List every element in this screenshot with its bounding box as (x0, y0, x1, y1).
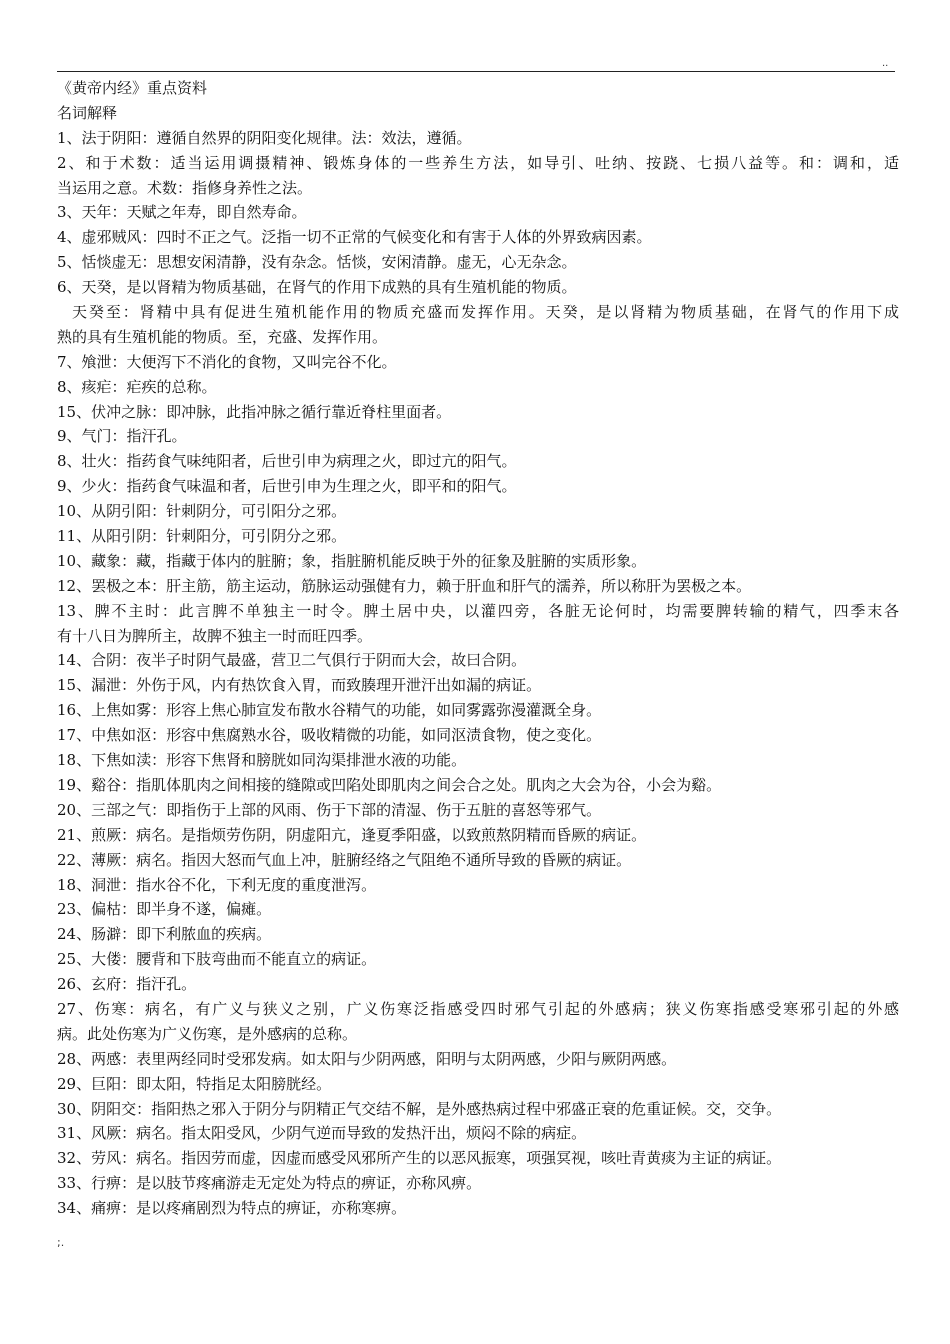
header-rule (57, 71, 895, 72)
text-line: 9、少火：指药食气味温和者，后世引申为生理之火，即平和的阳气。 (57, 477, 517, 496)
text-line: 10、藏象：藏，指藏于体内的脏腑；象，指脏腑机能反映于外的征象及脏腑的实质形象。 (57, 551, 647, 570)
text-line: 8、壮火：指药食气味纯阳者，后世引申为病理之火，即过亢的阳气。 (57, 452, 517, 471)
footer-mark: ;. (57, 1236, 65, 1249)
text-line: 8、痎疟：疟疾的总称。 (57, 377, 217, 396)
text-line: 19、谿谷：指肌体肌肉之间相接的缝隙或凹陷处即肌肉之间会合之处。肌肉之大会为谷，小会为谿。 (57, 775, 722, 794)
text-line: 34、痛痹：是以疼痛剧烈为特点的痹证，亦称寒痹。 (57, 1199, 407, 1218)
section-heading: 名词解释 (57, 103, 118, 122)
text-line: 16、上焦如雾：形容上焦心肺宣发布散水谷精气的功能，如同雾露弥漫灌溉全身。 (57, 701, 602, 720)
header-mark: .. (882, 58, 889, 69)
text-line: 13、脾不主时：此言脾不单独主一时令。脾土居中央，以灌四旁，各脏无论何时，均需要脾转输的精气，四季末各 (57, 601, 899, 620)
text-line: 27、伤寒：病名，有广义与狭义之别，广义伤寒泛指感受四时邪气引起的外感病；狭义伤寒指感受寒邪引起的外感 (57, 999, 899, 1018)
text-line: 4、虚邪贼风：四时不正之气。泛指一切不正常的气候变化和有害于人体的外界致病因素。 (57, 228, 652, 247)
text-line: 18、下焦如渎：形容下焦肾和膀胱如同沟渠排泄水液的功能。 (57, 751, 467, 770)
text-line: 5、恬惔虚无：思想安闲清静，没有杂念。恬惔，安闲清静。虚无，心无杂念。 (57, 253, 577, 272)
text-line: 6、天癸，是以肾精为物质基础，在肾气的作用下成熟的具有生殖机能的物质。 (57, 278, 577, 297)
text-line: 25、大偻：腰背和下肢弯曲而不能直立的病证。 (57, 950, 377, 969)
text-line: 当运用之意。术数：指修身养性之法。 (57, 178, 313, 197)
text-line: 31、风厥：病名。指太阳受风，少阴气逆而导致的发热汗出，烦闷不除的病症。 (57, 1124, 587, 1143)
text-line: 2、和于术数：适当运用调摄精神、锻炼身体的一些养生方法，如导引、吐纳、按跷、七损八益等。和：调和，适 (57, 153, 899, 172)
text-line: 33、行痹：是以肢节疼痛游走无定处为特点的痹证，亦称风痹。 (57, 1174, 482, 1193)
text-line: 22、薄厥：病名。指因大怒而气血上冲，脏腑经络之气阻绝不通所导致的昏厥的病证。 (57, 850, 632, 869)
text-line: 15、伏冲之脉：即冲脉，此指冲脉之循行靠近脊柱里面者。 (57, 402, 452, 421)
text-line: 32、劳风：病名。指因劳而虚，因虚而感受风邪所产生的以恶风振寒，项强冥视，咳吐青黄痰为主证的病证。 (57, 1149, 782, 1168)
text-line: 7、飧泄：大便泻下不消化的食物，又叫完谷不化。 (57, 352, 397, 371)
document-title: 《黄帝内经》重点资料 (57, 79, 208, 97)
text-line: 3、天年：天赋之年寿，即自然寿命。 (57, 203, 307, 222)
text-line: 11、从阳引阴：针刺阳分，可引阴分之邪。 (57, 527, 347, 546)
text-line: 20、三部之气：即指伤于上部的风雨、伤于下部的清湿、伤于五脏的喜怒等邪气。 (57, 800, 602, 819)
text-line: 14、合阴：夜半子时阴气最盛，营卫二气俱行于阴而大会，故曰合阴。 (57, 651, 527, 670)
text-line: 24、肠澼：即下利脓血的疾病。 (57, 925, 272, 944)
text-line: 28、两感：表里两经同时受邪发病。如太阳与少阴两感，阳明与太阴两感，少阳与厥阴两感。 (57, 1049, 677, 1068)
text-line: 29、巨阳：即太阳，特指足太阳膀胱经。 (57, 1074, 332, 1093)
text-line: 17、中焦如沤：形容中焦腐熟水谷，吸收精微的功能，如同沤渍食物，使之变化。 (57, 726, 602, 745)
text-line: 18、洞泄：指水谷不化，下利无度的重度泄泻。 (57, 875, 377, 894)
text-line: 9、气门：指汗孔。 (57, 427, 187, 446)
text-line: 23、偏枯：即半身不遂，偏瘫。 (57, 900, 272, 919)
text-line: 天癸至：肾精中具有促进生殖机能作用的物质充盛而发挥作用。天癸，是以肾精为物质基础，在肾气的作用下成 (72, 303, 899, 322)
text-line: 12、罢极之本：肝主筋，筋主运动，筋脉运动强健有力，赖于肝血和肝气的濡养，所以称肝为罢极之本。 (57, 576, 752, 595)
text-line: 10、从阴引阳：针刺阴分，可引阳分之邪。 (57, 502, 347, 521)
text-line: 熟的具有生殖机能的物质。至，充盛、发挥作用。 (57, 327, 388, 346)
text-line: 30、阴阳交：指阳热之邪入于阴分与阴精正气交结不解，是外感热病过程中邪盛正衰的危重证候。交，交争。 (57, 1099, 782, 1118)
text-line: 15、漏泄：外伤于风，内有热饮食入胃，而致腠理开泄汗出如漏的病证。 (57, 676, 542, 695)
text-line: 1、法于阴阳：遵循自然界的阴阳变化规律。法：效法，遵循。 (57, 128, 472, 147)
text-line: 26、玄府：指汗孔。 (57, 975, 197, 994)
text-line: 21、煎厥：病名。是指烦劳伤阴，阴虚阳亢，逢夏季阳盛，以致煎熬阴精而昏厥的病证。 (57, 825, 647, 844)
document-body (57, 76, 899, 1221)
text-line: 有十八日为脾所主，故脾不独主一时而旺四季。 (57, 626, 373, 645)
text-line: 病。此处伤寒为广义伤寒，是外感病的总称。 (57, 1024, 358, 1043)
